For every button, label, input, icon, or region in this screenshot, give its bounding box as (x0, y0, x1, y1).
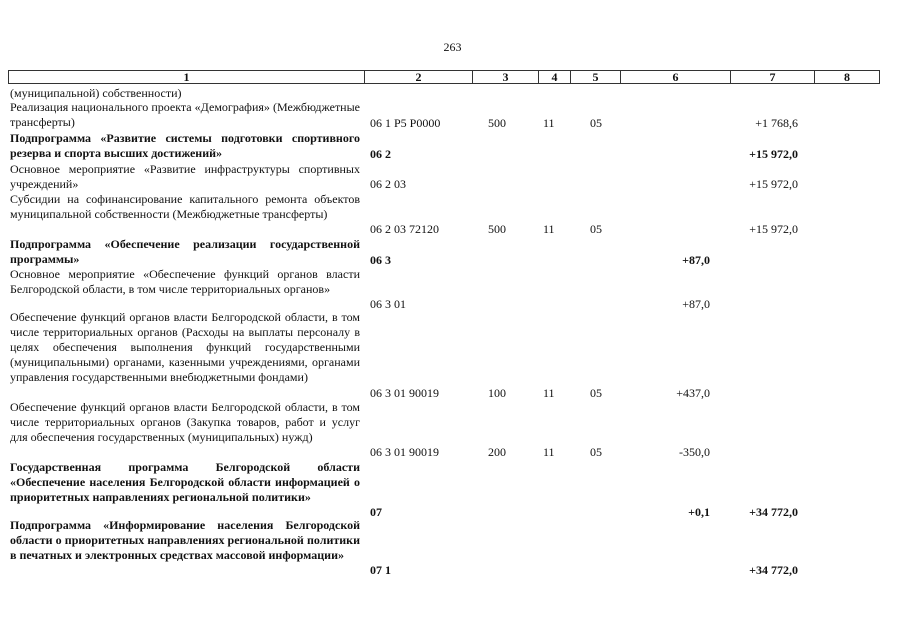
row-description: Подпрограмма «Обеспечение реализации государственной программы» (10, 237, 360, 266)
row-section: 11 (543, 386, 555, 400)
row-amount-6: +87,0 (682, 297, 710, 311)
row-code: 07 (370, 505, 382, 519)
row-description: (муниципальной) собственности) (10, 86, 182, 100)
column-header-8: 8 (844, 70, 850, 84)
row-amount-6: -350,0 (679, 445, 710, 459)
row-amount-6: +87,0 (682, 253, 710, 267)
row-code: 06 3 01 90019 (370, 445, 439, 459)
row-description: Основное мероприятие «Обеспечение функций органов власти Белгородской области, в том числе территориальных органов» (10, 267, 360, 296)
row-amount-7: +15 972,0 (749, 177, 798, 191)
column-header-4: 4 (539, 71, 571, 83)
row-subsection: 05 (590, 222, 602, 236)
row-amount-6: +0,1 (688, 505, 710, 519)
row-description: Подпрограмма «Информирование населения Белгородской области о приоритетных направлениях региональной политики в печатных и электронных средствах массовой информации» (10, 518, 360, 562)
table-header (8, 70, 880, 84)
column-header-7: 7 (731, 71, 815, 83)
row-amount-7: +34 772,0 (749, 505, 798, 519)
row-amount-7: +15 972,0 (749, 222, 798, 236)
row-expense-type: 100 (488, 386, 506, 400)
row-code: 06 2 03 (370, 177, 406, 191)
row-description: Подпрограмма «Развитие системы подготовки спортивного резерва и спорта высших достижений» (10, 131, 360, 160)
column-header-6: 6 (621, 71, 731, 83)
row-code: 06 3 01 (370, 297, 406, 311)
row-expense-type: 500 (488, 116, 506, 130)
row-description: Реализация национального проекта «Демография» (Межбюджетные трансферты) (10, 100, 360, 129)
row-subsection: 05 (590, 445, 602, 459)
row-section: 11 (543, 445, 555, 459)
row-description: Субсидии на софинансирование капитального ремонта объектов муниципальной собственности (Межбюджетные трансферты) (10, 192, 360, 221)
row-description: Государственная программа Белгородской области «Обеспечение населения Белгородской области информацией о приоритетных направлениях региональной политики» (10, 460, 360, 504)
page-number: 263 (443, 40, 462, 54)
row-description: Основное мероприятие «Развитие инфраструктуры спортивных учреждений» (10, 162, 360, 191)
row-code: 06 2 03 72120 (370, 222, 439, 236)
row-amount-7: +34 772,0 (749, 563, 798, 577)
row-code: 06 2 (370, 147, 391, 161)
row-amount-7: +15 972,0 (749, 147, 798, 161)
row-description: Обеспечение функций органов власти Белгородской области, в том числе территориальных органов (Расходы на выплаты персоналу в целях обеспечения выполнения функций государственными (муниципальными) органами, казенными учреждениями, органами управления государственными внебюджетными фондами) (10, 310, 360, 384)
row-section: 11 (543, 116, 555, 130)
row-description: Обеспечение функций органов власти Белгородской области, в том числе территориальных органов (Закупка товаров, работ и услуг для обеспечения государственных (муниципальных) нужд) (10, 400, 360, 444)
row-amount-6: +437,0 (676, 386, 710, 400)
column-header-1: 1 (9, 71, 365, 83)
row-expense-type: 500 (488, 222, 506, 236)
column-header-2: 2 (365, 71, 473, 83)
row-code: 06 3 01 90019 (370, 386, 439, 400)
row-code: 07 1 (370, 563, 391, 577)
column-header-3: 3 (473, 71, 539, 83)
row-code: 06 1 P5 P0000 (370, 116, 441, 130)
row-section: 11 (543, 222, 555, 236)
row-code: 06 3 (370, 253, 391, 267)
column-header-5: 5 (571, 71, 621, 83)
row-expense-type: 200 (488, 445, 506, 459)
row-amount-7: +1 768,6 (755, 116, 798, 130)
row-subsection: 05 (590, 386, 602, 400)
row-subsection: 05 (590, 116, 602, 130)
